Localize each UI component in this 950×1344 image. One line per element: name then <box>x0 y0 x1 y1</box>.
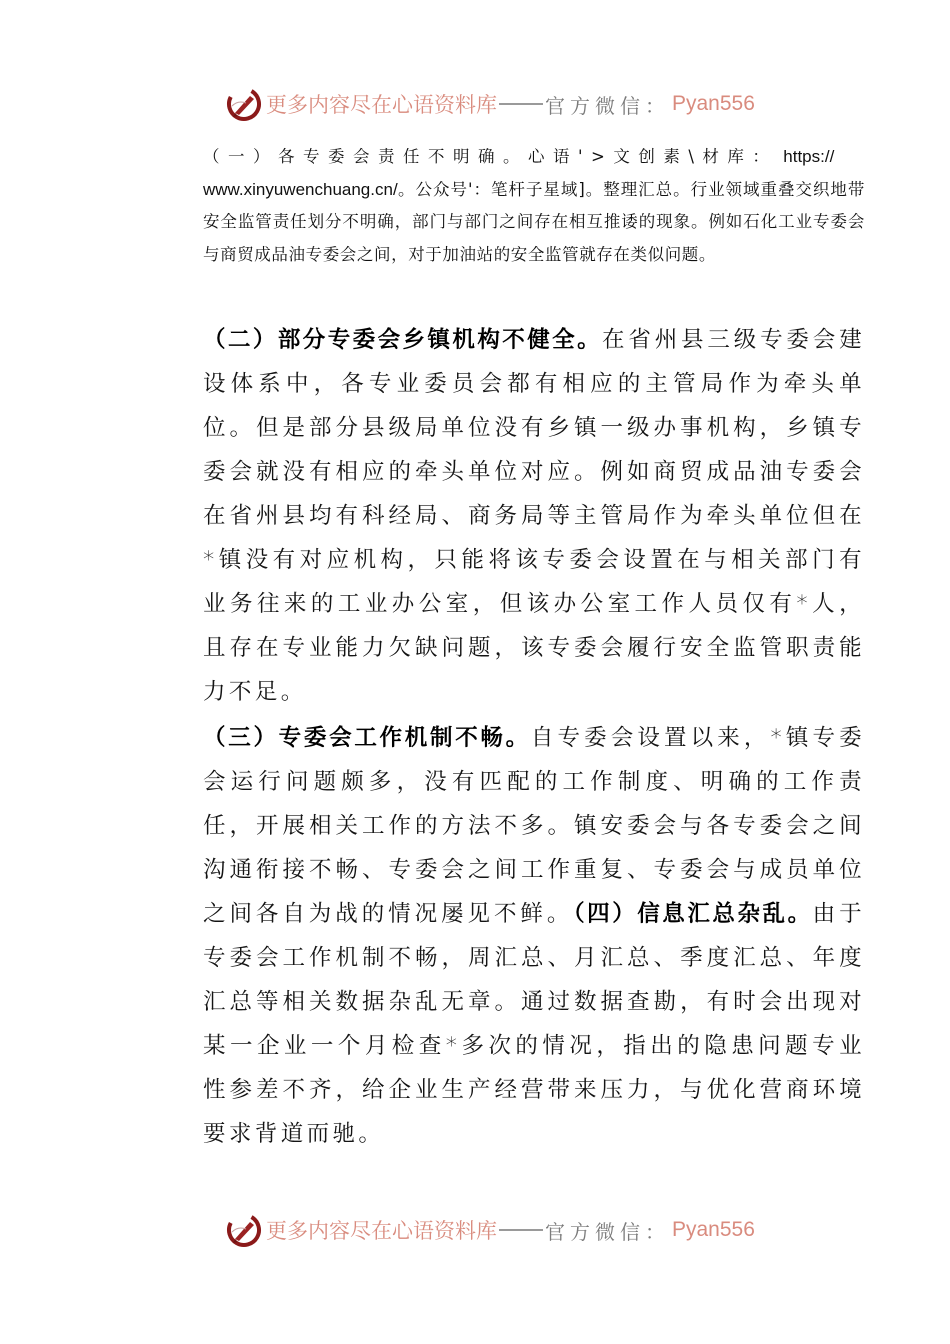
paragraph-2-heading: （二）部分专委会乡镇机构不健全。 <box>203 327 603 353</box>
paragraph-4-heading: （四）信息汇总杂乱。 <box>573 901 813 927</box>
source-url-part2: www.xinyuwenchuang.cn/ <box>203 179 398 199</box>
source-url-part1: https:// <box>783 147 835 166</box>
separator-dash <box>499 1229 543 1231</box>
paragraph-2-body: 在省州县三级专委会建设体系中，各专业委员会都有相应的主管局作为牵头单位。但是部分县级局单位没有乡镇一级办事机构，乡镇专委会就没有相应的牵头单位对应。例如商贸成品油专委会在省州县均有科经局、商务局等主管局作为牵头单位但在*镇没有对应机构，只能将该专委会设置在与相关部门有业务往来的工业办公室，但该办公室工作人员仅有*人，且存在专业能力欠缺问题，该专委会履行安全监管职责能力不足。 <box>203 327 865 705</box>
brand-text: 更多内容尽在心语资料库 <box>266 1219 497 1243</box>
paragraph-3 <box>145 716 865 1156</box>
wechat-id: Pyan556 <box>672 1218 755 1241</box>
brand-text: 更多内容尽在心语资料库 <box>266 93 497 117</box>
paragraph-1-heading: （一）各专委会责任不明确。 <box>203 147 528 166</box>
quill-pen-logo-icon <box>226 86 262 122</box>
paragraph-1-body: 。公众号'：笔杆子星域]。整理汇总。行业领域重叠交织地带安全监管责任划分不明确，部门与部门之间存在相互推诿的现象。例如石化工业专委会与商贸成品油专委会之间，对于加油站的安全监管就存在类似问题。 <box>203 179 865 264</box>
separator-dash <box>499 103 543 105</box>
wechat-id: Pyan556 <box>672 92 755 115</box>
paragraph-2 <box>145 318 865 714</box>
quill-pen-logo-icon <box>226 1212 262 1248</box>
wechat-label: 官方微信： <box>545 1219 670 1244</box>
wechat-label: 官方微信： <box>545 93 670 118</box>
paragraph-1-prefix: 心语'>文创素\材库： <box>528 147 778 166</box>
paragraph-1 <box>145 141 865 271</box>
header-watermark-banner <box>226 82 755 126</box>
paragraph-3-body: 自专委会设置以来，*镇专委会运行问题颇多，没有匹配的工作制度、明确的工作责任，开展相关工作的方法不多。镇安委会与各专委会之间沟通衔接不畅、专委会之间工作重复、专委会与成员单位之间各自为战的情况屡见不鲜。 <box>203 725 865 927</box>
footer-watermark-banner <box>226 1208 755 1252</box>
paragraph-3-heading: （三）专委会工作机制不畅。 <box>203 725 531 751</box>
paragraph-4-body: 由于专委会工作机制不畅，周汇总、月汇总、季度汇总、年度汇总等相关数据杂乱无章。通过数据查勘，有时会出现对某一企业一个月检查*多次的情况，指出的隐患问题专业性参差不齐，给企业生产经营带来压力，与优化营商环境要求背道而驰。 <box>203 901 865 1147</box>
